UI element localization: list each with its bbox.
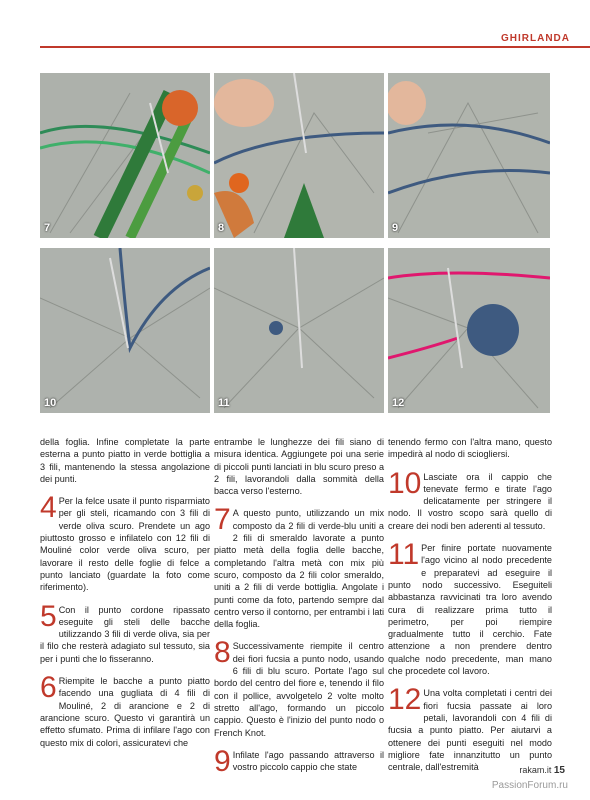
step-text: Infilate l'ago passando attraverso il vostro piccolo cappio che state [232, 749, 384, 773]
photo-step-9 [388, 73, 550, 238]
step-number: 11 [388, 538, 420, 572]
step-number: 6 [40, 671, 57, 705]
paragraph: della foglia. Infine completate la parte esterna a punto piatto in verde bottiglia a 3 fili, mantenendo la stessa angolazione dei punti. [40, 437, 210, 484]
photo-step-7 [40, 73, 210, 238]
text-column-2 [214, 436, 384, 783]
step-6 [40, 671, 210, 749]
step-5 [40, 599, 210, 665]
photo-number: 7 [44, 222, 51, 234]
paragraph: entrambe le lunghezze dei fili siano di misura identica. Aggiungete poi una serie di piccoli punti lanciati in blu scuro preso a 2 fili, lavorandoli dalla sommità della bacca verso l'esterno. [214, 437, 384, 497]
paragraph: tenendo fermo con l'altra mano, questo impedirà al nodo di sciogliersi. [388, 437, 552, 460]
text-column-1 [40, 436, 210, 759]
photo-7-illustration [40, 73, 210, 238]
photo-10-illustration [40, 248, 210, 413]
photo-step-12 [388, 248, 550, 413]
step-text: Successivamente riempite il centro dei fiori fucsia a punto nodo, usando 6 fili di blu scuro. Portate l'ago sul bordo del centro del fiore e, tenendo il filo con il pollice, avvolgetelo 2 volte molto stretto all'ago, formando un piccolo cappio. Questo è l'inizio del punto nodo o French Knot. [214, 641, 384, 738]
photo-step-8 [214, 73, 384, 238]
step-4 [40, 491, 210, 593]
photo-9-illustration [388, 73, 550, 238]
watermark: PassionForum.ru [491, 780, 568, 791]
step-number: 10 [388, 466, 422, 500]
step-text: A questo punto, utilizzando un mix composto da 2 fili di verde-blu uniti a 2 fili di smeraldo lavorate a punto piatto metà della foglia delle bacche, completando l'altra metà con mix più scuro, composto da 2 fili color smeraldo, uniti a 2 fili di verde bottiglia. Angolate i punti come da foto, partendo sempre dal centro verso il contorno, per entrambi i lati della foglia. [214, 508, 384, 630]
photo-8-illustration [214, 73, 384, 238]
step-text: Con il punto cordone ripassato eseguite gli steli delle bacche utilizzando 3 fili di verde oliva, sia per il filo che resterà adagiato sul tessuto, sia per i punti che lo fisseranno. [40, 604, 210, 664]
photo-number: 8 [218, 222, 225, 234]
photo-number: 12 [392, 397, 405, 409]
photo-step-10 [40, 248, 210, 413]
page-footer [519, 765, 565, 776]
step-number: 8 [214, 636, 231, 670]
photo-number: 11 [218, 397, 230, 409]
step-text: Lasciate ora il cappio che tenevate fermo e tirate l'ago delicatamente per stringere il nodo. Il vostro scopo sarà quello di creare dei nodi ben aderenti al tessuto. [388, 471, 552, 531]
step-text: Per la felce usate il punto risparmiato per gli steli, ricamando con 3 fili di verde oliva scuro. Prendete un ago piuttosto grosso e infilatelo con 12 fili di Mouliné color verde oliva scuro, per lavorare il resto delle foglie di felce a punto lanciato (guardate la foto come riferimento). [40, 496, 210, 593]
step-number: 9 [214, 744, 231, 778]
step-number: 4 [40, 491, 57, 525]
step-9 [214, 744, 384, 778]
step-number: 5 [40, 599, 57, 633]
step-10 [388, 466, 552, 532]
photo-12-illustration [388, 248, 550, 413]
step-text: Una volta completati i centri dei fiori fucsia passate ai loro petali, lavorandoli con 4 fili di fucsia a punto piatto. Per aiutarvi a ottenere dei punti eseguiti nel modo migliore fate innanzitutto un punto centrale, dall'estremità [388, 688, 552, 773]
step-number: 12 [388, 683, 422, 717]
photo-step-11 [214, 248, 384, 413]
step-text: Riempite le bacche a punto piatto facendo una gugliata di 4 fili di Mouliné, 2 di arancione e 2 di arancione scuro. Questo vi garantirà un effetto sfumato. Prima di infilare l'ago con questo mix di colori, assicuratevi che [40, 676, 210, 748]
step-7 [214, 503, 384, 630]
photo-number: 9 [392, 222, 399, 234]
step-11 [388, 538, 552, 677]
header-rule [40, 46, 590, 48]
photo-11-illustration [214, 248, 384, 413]
section-title: GHIRLANDA [501, 33, 570, 44]
step-8 [214, 636, 384, 738]
step-number: 7 [214, 503, 231, 537]
step-text: Per finire portate nuovamente l'ago vicino al nodo precedente e preparatevi ad eseguire il punto nodo successivo. Eseguiteli abbastanza ravvicinati tra loro avendo cura di realizzare prima tutto il perimetro, per poi riempire gradualmente tutto il cerchio. Fate attenzione a non prendere dentro qualche nodo precedente, man mano che procedete col lavoro. [388, 543, 552, 677]
photo-number: 10 [44, 397, 57, 409]
page-number: 15 [553, 765, 565, 776]
text-column-3 [388, 436, 552, 783]
step-12 [388, 683, 552, 773]
site-name: rakam.it [519, 765, 552, 775]
